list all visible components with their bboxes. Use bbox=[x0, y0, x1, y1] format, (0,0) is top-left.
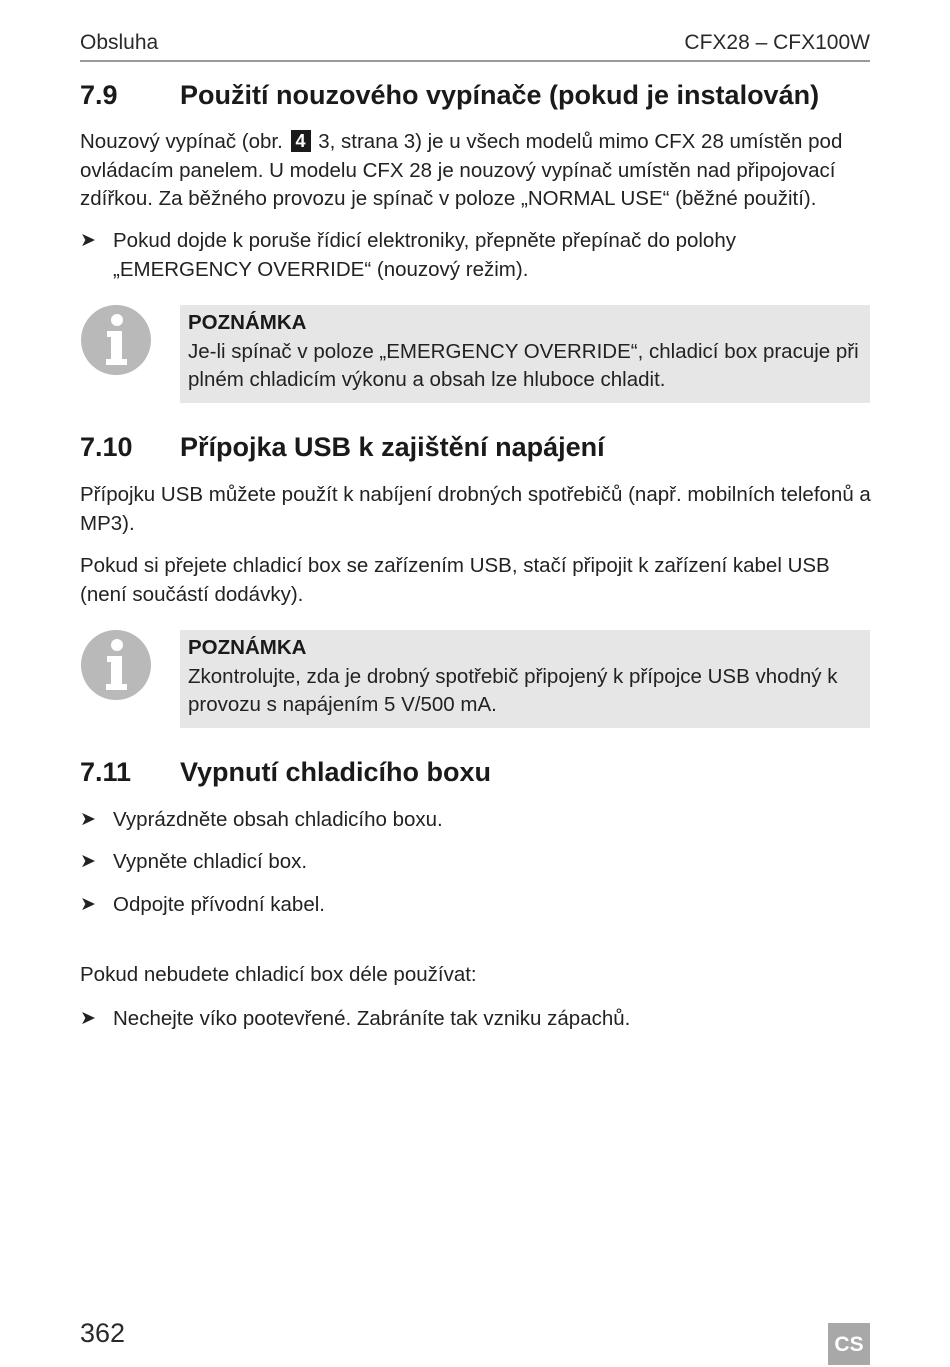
arrow-bullet-icon: ➤ bbox=[80, 894, 96, 915]
note-box bbox=[180, 305, 870, 403]
figure-ref-badge: 4 bbox=[291, 130, 311, 152]
bullet-item: ➤ Nechejte víko pootevřené. Zabráníte tak vzniku zápachů. bbox=[80, 1005, 875, 1034]
note-body: Je-li spínač v poloze „EMERGENCY OVERRIDE“, chladicí box pracuje při plném chladicím výkonu a obsah lze hluboce chladit. bbox=[188, 339, 859, 391]
arrow-bullet-icon: ➤ bbox=[80, 851, 96, 872]
bullet-item: ➤ Odpojte přívodní kabel. bbox=[80, 891, 875, 920]
header-model: CFX28 – CFX100W bbox=[684, 31, 870, 54]
note-body: Zkontrolujte, zda je drobný spotřebič připojený k přípojce USB vhodný k provozu s napájením 5 V/500 mA. bbox=[188, 664, 838, 716]
heading-number: 7.9 bbox=[80, 80, 118, 110]
header-section: Obsluha bbox=[80, 31, 159, 54]
heading-title: Přípojka USB k zajištění napájení bbox=[180, 432, 605, 462]
heading-title: Vypnutí chladicího boxu bbox=[180, 757, 492, 787]
paragraph-usb-2: Pokud si přejete chladicí box se zařízením USB, stačí připojit k zařízení kabel USB (není součástí dodávky). bbox=[80, 554, 830, 606]
heading-number: 7.11 bbox=[80, 757, 132, 787]
page-number: 362 bbox=[80, 1318, 126, 1348]
note-title: POZNÁMKA bbox=[188, 311, 307, 334]
note-box bbox=[180, 630, 870, 728]
heading-7-11 bbox=[80, 757, 491, 788]
page-header bbox=[80, 30, 870, 62]
arrow-bullet-icon: ➤ bbox=[80, 230, 96, 251]
heading-7-10 bbox=[80, 432, 605, 463]
heading-number: 7.10 bbox=[80, 432, 133, 462]
bullet-item: ➤ Pokud dojde k poruše řídicí elektroniky, přepněte přepínač do polohy „EMERGENCY OVERRIDE“ (nouzový režim). bbox=[80, 229, 736, 281]
arrow-bullet-icon: ➤ bbox=[80, 1008, 96, 1029]
paragraph-usb-1: Přípojku USB můžete použít k nabíjení drobných spotřebičů (např. mobilních telefonů a MP3). bbox=[80, 483, 871, 535]
bullet-item: ➤ Vypněte chladicí box. bbox=[80, 848, 875, 877]
info-icon bbox=[80, 629, 152, 701]
paragraph-long-storage: Pokud nebudete chladicí box déle používat: bbox=[80, 963, 477, 986]
info-icon bbox=[80, 304, 152, 376]
bullet-item: ➤ Vyprázdněte obsah chladicího boxu. bbox=[80, 806, 875, 835]
note-title: POZNÁMKA bbox=[188, 636, 307, 659]
heading-title: Použití nouzového vypínače (pokud je instalován) bbox=[180, 80, 820, 110]
paragraph-emergency-switch: Nouzový vypínač (obr. 4 3, strana 3) je u všech modelů mimo CFX 28 umístěn pod ovládacím panelem. U modelu CFX 28 je nouzový vypínač umístěn nad připojovací zdířkou. Za běžného provozu je spínač v poloze „NORMAL USE“ (běžné použití). bbox=[80, 130, 843, 210]
arrow-bullet-icon: ➤ bbox=[80, 809, 96, 830]
heading-7-9 bbox=[80, 80, 819, 111]
language-badge: CS bbox=[828, 1323, 870, 1365]
